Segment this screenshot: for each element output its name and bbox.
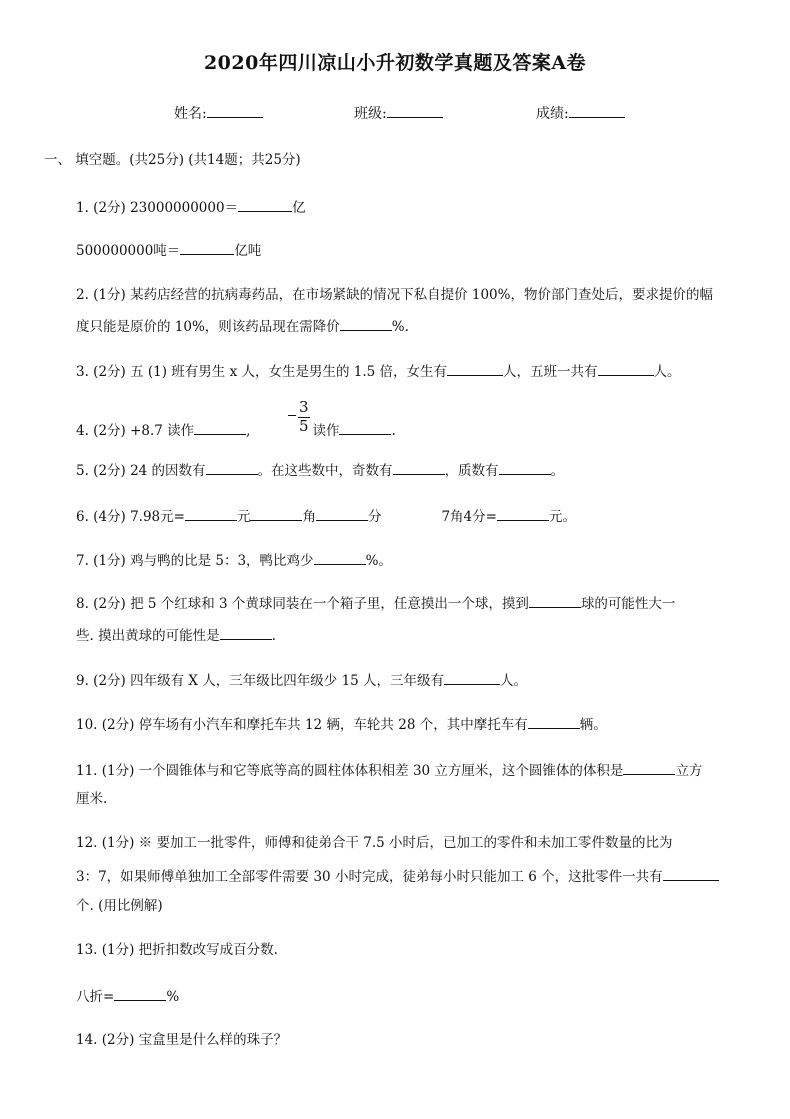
question-1 [76, 197, 742, 217]
negative-fraction [288, 400, 318, 436]
q10-blank[interactable] [528, 714, 580, 729]
q5-text-2: 。在这些数中，奇数有 [257, 463, 393, 479]
q4-text-2: 读作 [312, 423, 340, 439]
question-12: 12. (1分) ※ 要加工一批零件，师傅和徒弟合干 7.5 小时后，已加工的零件和未加工零件数量的比为 [76, 835, 673, 851]
q4-blank-1[interactable] [194, 420, 246, 435]
question-10 [76, 714, 742, 734]
q11-unit: 立方 [675, 763, 703, 779]
q10-unit: 辆。 [579, 717, 607, 733]
question-8-line-2 [76, 625, 742, 645]
q6-blank-jiao[interactable] [250, 506, 302, 521]
q12-line2-text: 3：7，如果师傅单独加工全部零件需要 30 小时完成，徒弟每小时只能加工 6 个，这批零件一共有 [76, 869, 663, 885]
q6-jiao: 角 [302, 509, 316, 525]
q1-unit: 亿 [292, 200, 306, 216]
minus-sign [288, 415, 296, 416]
q5-text: 5. (2分) 24 的因数有 [76, 463, 206, 479]
q2-line2-text: 度只能是原价的 10%，则该药品现在需降价 [76, 319, 340, 335]
q4-text: 4. (2分) +8.7 读作 [76, 423, 195, 439]
score-blank[interactable] [569, 103, 625, 118]
fraction-numerator: 3 [299, 398, 309, 416]
name-label: 姓名: [174, 106, 207, 122]
question-13-line-2 [76, 986, 742, 1006]
q6-fen: 分 [367, 509, 382, 525]
question-13: 13. (1分) 把折扣数改写成百分数. [76, 942, 278, 958]
section-heading: 一、 填空题。(共25分) (共14题；共25分) [44, 152, 301, 168]
q4-comma: , [246, 423, 251, 439]
q8-blank-1[interactable] [529, 593, 581, 608]
name-blank[interactable] [207, 103, 263, 118]
q9-blank[interactable] [444, 670, 500, 685]
q5-blank-odd[interactable] [393, 460, 445, 475]
fraction-denominator: 5 [299, 417, 309, 435]
q6-yuan-2: 元。 [548, 509, 576, 525]
q4-period: . [391, 423, 396, 439]
question-7 [76, 550, 742, 570]
q3-text-3: 人。 [653, 364, 681, 380]
class-label: 班级: [354, 106, 387, 122]
question-11 [76, 760, 742, 780]
q1-line2-blank[interactable] [180, 240, 234, 255]
q1-blank[interactable] [238, 197, 292, 212]
q8-text-2: 球的可能性大一 [580, 596, 676, 612]
score-label: 成绩: [536, 106, 569, 122]
question-3 [76, 361, 742, 381]
q5-text-4: 。 [550, 463, 565, 479]
question-14: 14. (2分) 宝盒里是什么样的珠子？ [76, 1032, 288, 1048]
q1-line2-unit: 亿吨 [234, 243, 262, 259]
question-12-line-2 [76, 866, 742, 886]
q8-blank-2[interactable] [220, 625, 272, 640]
q9-text: 9. (2分) 四年级有 X 人，三年级比四年级少 15 人，三年级有 [76, 673, 445, 689]
q3-text: 3. (2分) 五 (1) 班有男生 x 人，女生是男生的 1.5 倍，女生有 [76, 364, 448, 380]
question-2: 2. (1分) 某药店经营的抗病毒药品，在市场紧缺的情况下私自提价 100%，物价部门查处后，要求提价的幅 [76, 287, 713, 303]
q10-text: 10. (2分) 停车场有小汽车和摩托车共 12 辆，车轮共 28 个，其中摩托车有 [76, 717, 528, 733]
q13-unit: % [166, 989, 180, 1005]
q13-line2-text: 八折= [76, 989, 115, 1005]
q8-text: 8. (2分) 把 5 个红球和 3 个黄球同装在一个箱子里，任意摸出一个球，摸到 [76, 596, 529, 612]
question-4 [76, 420, 742, 440]
question-1-part-2 [76, 240, 742, 260]
q6-blank-fen[interactable] [316, 506, 368, 521]
q5-blank-prime[interactable] [499, 460, 551, 475]
q4-blank-2[interactable] [339, 420, 391, 435]
student-info-row [0, 103, 790, 123]
q3-blank-girls[interactable] [447, 361, 503, 376]
q3-text-2: 人，五班一共有 [503, 364, 598, 380]
question-5 [76, 460, 742, 480]
q7-unit: %。 [365, 553, 392, 569]
q6-yuan: 元 [236, 509, 251, 525]
question-9 [76, 670, 742, 690]
question-6 [76, 506, 742, 526]
q11-blank[interactable] [623, 760, 675, 775]
question-8 [76, 593, 742, 613]
q11-text: 11. (1分) 一个圆锥体与和它等底等高的圆柱体体积相差 30 立方厘米，这个圆锥体的体积是 [76, 763, 624, 779]
q3-blank-total[interactable] [598, 361, 654, 376]
q6-blank-yuan-2[interactable] [497, 506, 549, 521]
document-title: 2020年四川凉山小升初数学真题及答案A卷 [203, 52, 587, 74]
q5-blank-factors[interactable] [206, 460, 258, 475]
q6-text: 6. (4分) 7.98元= [76, 509, 185, 525]
q13-blank[interactable] [114, 986, 166, 1001]
q6-text-2: 7角4分= [441, 509, 497, 525]
q8-line2-text: 些. 摸出黄球的可能性是 [76, 628, 220, 644]
q7-text: 7. (1分) 鸡与鸭的比是 5：3，鸭比鸡少 [76, 553, 314, 569]
question-2-line-2 [76, 316, 742, 336]
q7-blank[interactable] [314, 550, 366, 565]
q5-text-3: ，质数有 [444, 463, 499, 479]
q2-unit: %. [391, 319, 409, 335]
q1-line2-text: 500000000吨＝ [76, 243, 181, 259]
q6-blank-yuan[interactable] [185, 506, 237, 521]
q8-period: . [271, 628, 276, 644]
class-field[interactable] [354, 103, 443, 123]
q9-unit: 人。 [500, 673, 528, 689]
question-11-line-2: 厘米. [76, 791, 108, 807]
score-field[interactable] [536, 103, 625, 123]
q12-blank[interactable] [663, 866, 719, 881]
class-blank[interactable] [387, 103, 443, 118]
q2-blank[interactable] [340, 316, 392, 331]
q1-text: 1. (2分) 23000000000＝ [76, 200, 239, 216]
name-field[interactable] [174, 103, 263, 123]
question-12-line-3: 个. (用比例解) [76, 898, 163, 914]
